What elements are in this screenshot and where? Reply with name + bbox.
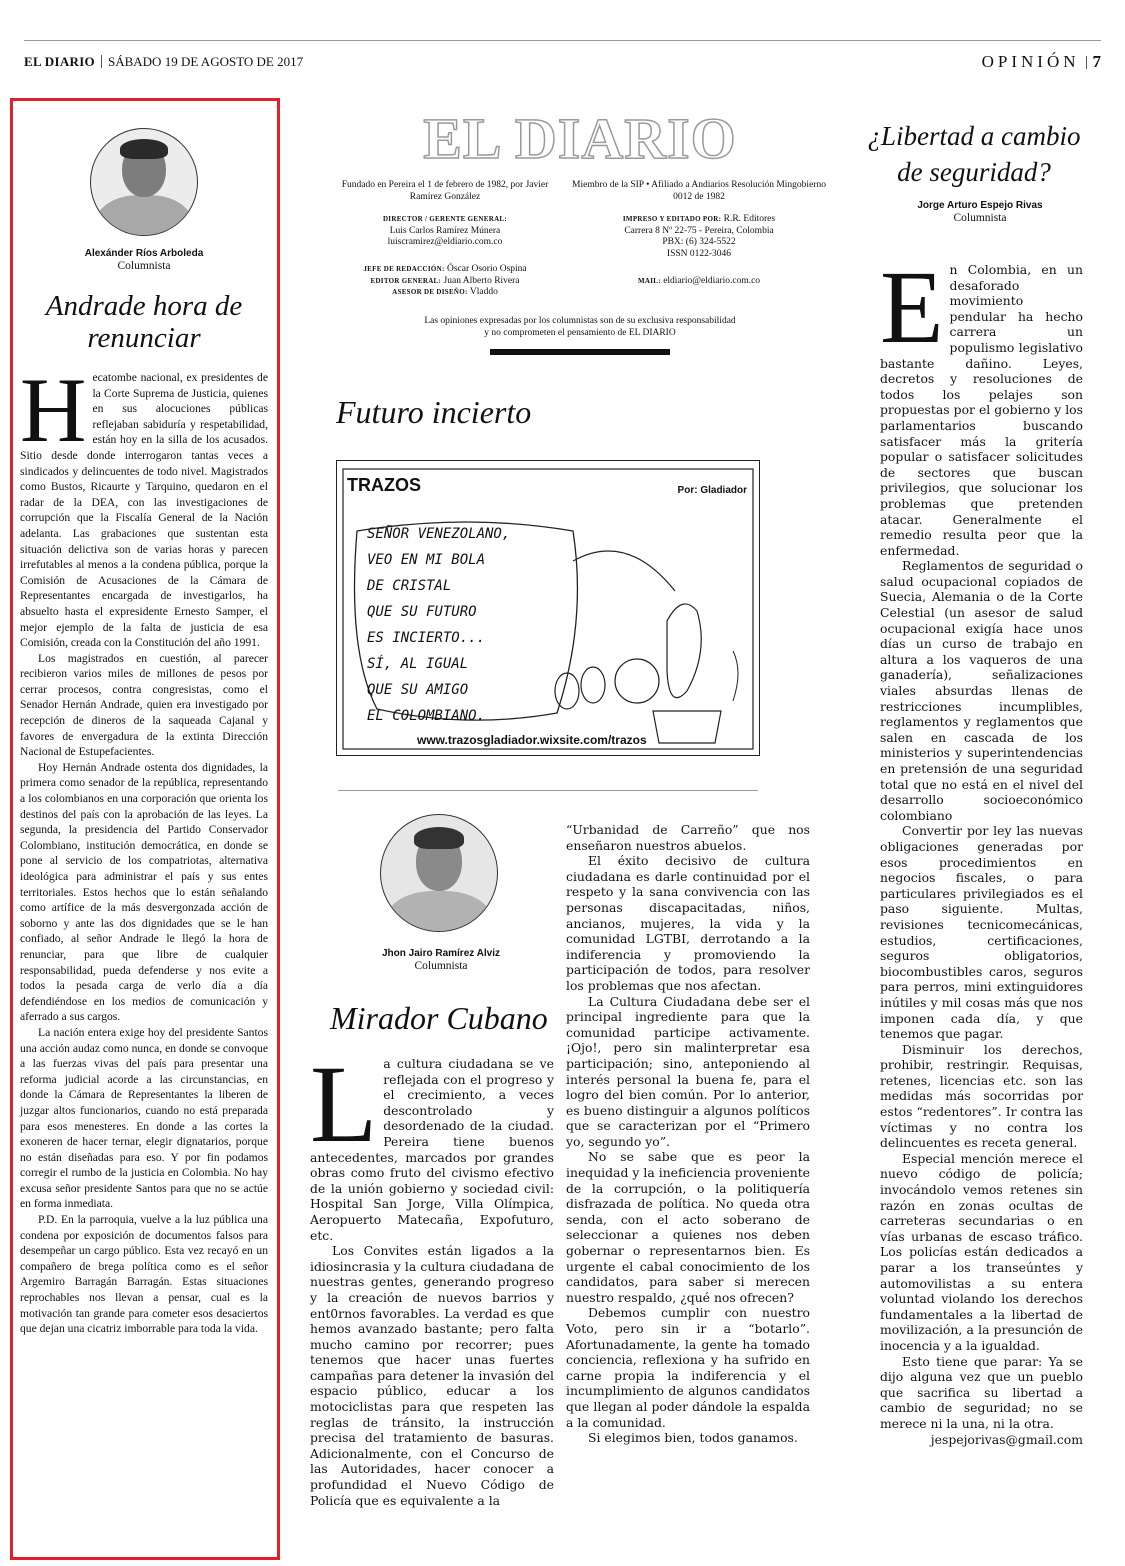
director-name: Luis Carlos Ramírez Múnera [389,225,501,236]
bubble-line: QUE SU AMIGO [367,682,469,698]
article-paragraph: La nación entera exige hoy del presidente Santos una acción audaz como nunca, en donde se convoque a las fuerzas vivas del país para presentar una reforma judicial acorde a las circunstancias, en donde la Cámara de Representantes la liberen de juzgar altos funcionarios, cuando no está preparada para esos menesteres. En donde a las cortes la exoneren de hacer ternar, elegir dignatarios, porque no están diseñadas para eso. Y por fin podamos corregir el rumbo de la justicia en Colombia. No hay excusa señor presidente Santos para que no se actúe en forma inmediata. [20,1025,268,1211]
article-body [310,1043,554,1508]
bubble-line: ES INCIERTO... [367,630,486,646]
author-name: Jhon Jairo Ramírez Alviz [382,948,500,959]
mail-block [568,276,830,288]
article-paragraph: Disminuir los derechos, prohibir, restringir. Requisas, retenes, licencias etc. son las medidas más socorridas por estos “redentores”. Ir contra las víctimas y no contra los delincuentes es receta general. [880,1041,1083,1151]
masthead-credits [330,178,830,328]
speech-bubble [367,521,597,729]
editor-name: Juan Alberto Rivera [443,275,520,286]
paper-name: EL DIARIO [24,54,95,69]
drop-cap: H [20,359,87,461]
director-block [330,214,560,249]
article-paragraph: No se sabe que es peor la inequidad y la ineficiencia proveniente de la corrupción, o la politiquería disfrazada de política. No queda otra senda, con el acto soberano de seleccionar a quienes nos deben gobernar o representarnos bien. Es urgente el cabal conocimiento de los candidatos, para saber si merecen nuestro respaldo, ¿qué nos ofrecen? [566,1149,810,1305]
page-header [24,52,1101,76]
author-email: jespejorivas@gmail.com [930,1431,1083,1447]
director-email: luiscramirez@eldiario.com.co [387,237,503,247]
article-paragraph: Reglamentos de seguridad o salud ocupacional copiados de Suecia, Alemania o de la Corte Celestial (un asesor de salud ocupacional exigía hace unos días un curso de trabajo en altura a los vaqueros de una ganadería), señalizaciones viales absurdas llenas de restricciones incumplibles, reglamentos y reglamentos que salen en cascada de los ministerios y superintendencias en pretensión de una seguridad total que no está en el nivel del desarrollo socioeconómico colombiano [880,558,1083,823]
author-photo [90,128,198,236]
printer-address: Carrera 8 Nº 22-75 - Pereira, Colombia [624,225,774,236]
column-andrade [20,108,268,1337]
header-left [24,54,303,70]
article-paragraph: En Colombia, en un desaforado movimiento pendular ha hecho carrera un populismo legislativo bastante dañino. Leyes, decretos y resoluciones de todos los pelajes son propuestas por el gobierno y los parlamentarios buscando satisfacer más la gritería popular o satisfacer solicitudes de sectores que buscan privilegios, que solucionar los problemas que pretenden atacar. Generalmente el remedio resulta peor que la enfermedad. [880,250,1083,558]
section-divider [338,790,758,791]
printer-block [568,214,830,260]
member-line: Miembro de la SIP • Afiliado a Andiarios Resolución Mingobierno 0012 de 1982 [572,180,826,202]
header-separator [1086,56,1087,69]
article-body [20,359,268,1337]
cartoon-author: Por: Gladiador [677,485,747,496]
founded-line: Fundado en Pereira el 1 de febrero de 1982, por Javier Ramírez González [341,180,549,202]
article-headline: Mirador Cubano [330,1000,548,1036]
bubble-line: EL COLOMBIANO. [367,708,486,724]
article-headline: Andrade hora de renunciar [45,290,243,354]
cartoon-panel [336,460,760,756]
bubble-line: QUE SU FUTURO [367,604,477,620]
printer-pbx: PBX: (6) 324-5522 [662,237,736,247]
asesor-name: Vladdo [469,287,498,297]
cartoon-section-title: Futuro incierto [336,394,532,430]
jefe-caption: JEFE DE REDACCIÓN: [363,265,445,273]
director-caption: DIRECTOR / GERENTE GENERAL: [382,215,508,223]
photo-body-shape [96,195,192,236]
jefe-name: Óscar Osorio Ospina [446,264,527,274]
section-name: OPINIÓN [981,52,1080,71]
cartoon-url: www.trazosgladiador.wixsite.com/trazos [417,733,647,747]
article-paragraph: Los magistrados en cuestión, al parecer recibieron varios miles de millones de pesos por cerrar procesos, contra congresistas, como el Senador Hernán Andrade, quien era investigado por recepción de dineros de la saqueada Cajanal y favores de envergadura de la extinta Dirección Nacional de Estupefacientes. [20,651,268,759]
masthead-divider [490,349,670,355]
author-name: Jorge Arturo Espejo Rivas [917,200,1043,211]
article-paragraph: “Urbanidad de Carreño” que nos enseñaron nuestros abuelos. [566,822,810,853]
article-paragraph: El éxito decisivo de cultura ciudadana es darle continuidad por el respeto y la sana convivencia con las personas discapacitadas, niños, ancianos, mujeres, la vida y la comunidad LGTBI, derrotando a la indiferencia y promoviendo la participación de todos, para resolver los problemas que nos afectan. [566,853,810,993]
article-paragraph: Los Convites están ligados a la idiosincrasia y la cultura ciudadana de nuestras gentes, generando progreso y la creación de nuevos barrios y ent0rnos favorables. La verdad es que hemos avanzado bastante; pero falta mucho camino por recorrer; pues tenemos que hacer unas fuertes campañas para detener la invasión del espacio público, educar a los motociclistas para que respeten las reglas de tránsito, la instrucción precisa del tratamiento de basuras. Adicionalmente, con el Concurso de las Autoridades, hacer conocer a profundidad el Nuevo Código de Policía que es equivalente a la [310,1243,554,1508]
author-role: Columnista [117,260,171,272]
author-block [880,200,1080,224]
header-separator [101,55,102,68]
bubble-line: SEÑOR VENEZOLANO, [367,526,511,542]
mail-caption: MAIL: [637,277,661,285]
staff-block [330,264,560,299]
article-paragraph: Si elegimos bien, todos ganamos. [588,1430,798,1446]
mail-address: eldiario@eldiario.com.co [663,276,761,286]
bubble-line: SÍ, AL IGUAL [367,656,469,672]
photo-body-shape [387,891,491,932]
article-paragraph: Hoy Hernán Andrade ostenta dos dignidades, la primera como senador de la república, representando a los colombianos en una corporación que orienta los destinos del país con la aprobación de las leyes. La segunda, la presidencia del Partido Conservador Colombiano, institución democrática, en donde se pone al servicio de los compatriotas, alternativa ideológica para administrar el país y sus entes territoriales. Estos hechos que lo están señalando como artífice de la más desvergonzada acción de soborno y ante las dos dignidades que se le han confiado, al señor Andrade le llegó la hora de renunciar, para que libre de cualquier responsabilidad, pueda defenderse y nos evite a todos la pesada carga de verlo día a día defendiéndose en los medios de comunicación y aferrado a sus cargos. [20,760,268,1024]
article-paragraph: Convertir por ley las nuevas obligaciones generadas por esos procedimientos en negocios fiscales, o para particulares privilegiados es el paso siguiente. Multas, revisiones tecnicomecánicas, estudios, certificaciones, seguros obligatorios, biocombustibles caros, seguros para perros, mini extinguidores inútiles y mil cosas más que nos imponen cada día, y que tenemos que pagar. [880,823,1083,1042]
author-block [336,948,546,972]
masthead [330,108,830,355]
disclaimer-line: y no comprometen el pensamiento de EL DIARIO [484,327,676,338]
bubble-line: DE CRISTAL [367,578,452,594]
article-body [880,250,1083,1447]
cartoon-brand: TRAZOS [347,475,421,495]
printer-issn: ISSN 0122-3046 [666,248,732,259]
disclaimer-line: Las opiniones expresadas por los columnistas son de su exclusiva responsabilidad [424,316,736,326]
photo-hair-shape [120,139,168,159]
article-body-continued [566,822,810,1446]
article-paragraph: La cultura ciudadana se ve reflejada con el progreso y el crecimiento, a veces descontrolado y desordenado de la ciudad. Pereira tiene buenos antecedentes, marcados por grandes obras como fruto del civismo efectivo de la unión gobierno y sociedad civil: Hospital San Jorge, Villa Olímpica, Aeropuerto Matecaña, Expofuturo, etc. [310,1043,554,1243]
top-rule [24,40,1101,41]
asesor-caption: ASESOR DE DISEÑO: [392,288,468,296]
issue-date: SÁBADO 19 DE AGOSTO DE 2017 [107,54,304,69]
editor-caption: EDITOR GENERAL: [370,276,442,285]
author-photo [380,814,498,932]
article-paragraph: P.D. En la parroquia, vuelve a la luz pública una condena por exposición de documentos falsos para desempeñar un cargo público. Esta vez recayó en un compañero de brega política como es el señor Argemiro Barragán Barragán. Estas situaciones reprochables nos llevan a pensar, cual es la motivación tan grande para cometer esos desaciertos que dejan una cicatriz imborrable para toda la vida. [20,1213,268,1336]
header-right [982,52,1101,72]
article-paragraph: La Cultura Ciudadana debe ser el principal ingrediente para que la comunidad participe activamente. ¡Ojo!, pero sin malinterpretar esa participación; sino, anteponiendo al interés personal la buena fe, para el logro del bien común. Por lo anterior, es bueno distinguir a algunos políticos que se caracterizan por el “Primero yo, segundo yo”. [566,993,810,1149]
author-role: Columnista [953,212,1007,224]
photo-hair-shape [414,827,464,849]
drop-cap: E [880,250,944,365]
author-name: Alexánder Ríos Arboleda [84,248,204,259]
article-paragraph: Esto tiene que parar: Ya se dijo alguna vez que un pueblo que sacrifica su libertad a cambio de seguridad; no se merece ni la una, ni la otra. [880,1353,1083,1431]
article-paragraph: Especial mención merece el nuevo código de policía; invocándolo vemos retenes sin razón en zonas ocultas de carreteras secundarias o en vías urbanas de escaso tráfico. Los policías están dedicados a parar a los transeúntes y automovilistas a su entera voluntad violando los derechos fundamentales a la libertad de movilización, a la presunción de inocencia y a la igualdad. [880,1150,1083,1353]
article-paragraph: Debemos cumplir con nuestro Voto, pero sin ir a “botarlo”. Afortunadamente, la gente ha tomado conciencia, reflexiona y ha sufrido en carne propia la indiferencia y el incumplimiento de algunos candidatos que llegan al poder dándole la espalda a la comunidad. [566,1305,810,1430]
page-number: 7 [1092,52,1101,71]
article-paragraph: Hecatombe nacional, ex presidentes de la Corte Suprema de Justicia, quienes en sus alocuciones públicas reflejaban sabiduría y respetabilidad, están hoy en la silla de los acusados. Sitio desde donde interrogaron tantas veces a sindicados y delincuentes de todo nivel. Magistrados como Bustos, Ricaurte y Tarquino, quedaron en el radar de la DEA, con las investigaciones de corrupción que la Fiscalía General de la Nación adelanta. Las grabaciones que sustentan esta situación delictiva son de varias horas y parecen irrefutables al menos a la condena pública, porque la Comisión de Acusaciones de la Cámara de Representantes encargada de investigarlos, ha absuelto hasta el expresidente Ernesto Samper, el mejor ejemplo de la falta de justicia de esa Comisión, creada con la Constitución del año 1991. [20,359,268,650]
printer-caption: IMPRESO Y EDITADO POR: [622,215,722,223]
author-role: Columnista [414,960,468,972]
article-headline: ¿Libertad a cambio de seguridad? [867,121,1081,187]
bubble-line: VEO EN MI BOLA [367,552,486,568]
drop-cap: L [310,1043,378,1165]
masthead-logo: EL DIARIO [423,106,737,171]
printer-name: R.R. Editores [723,214,776,224]
